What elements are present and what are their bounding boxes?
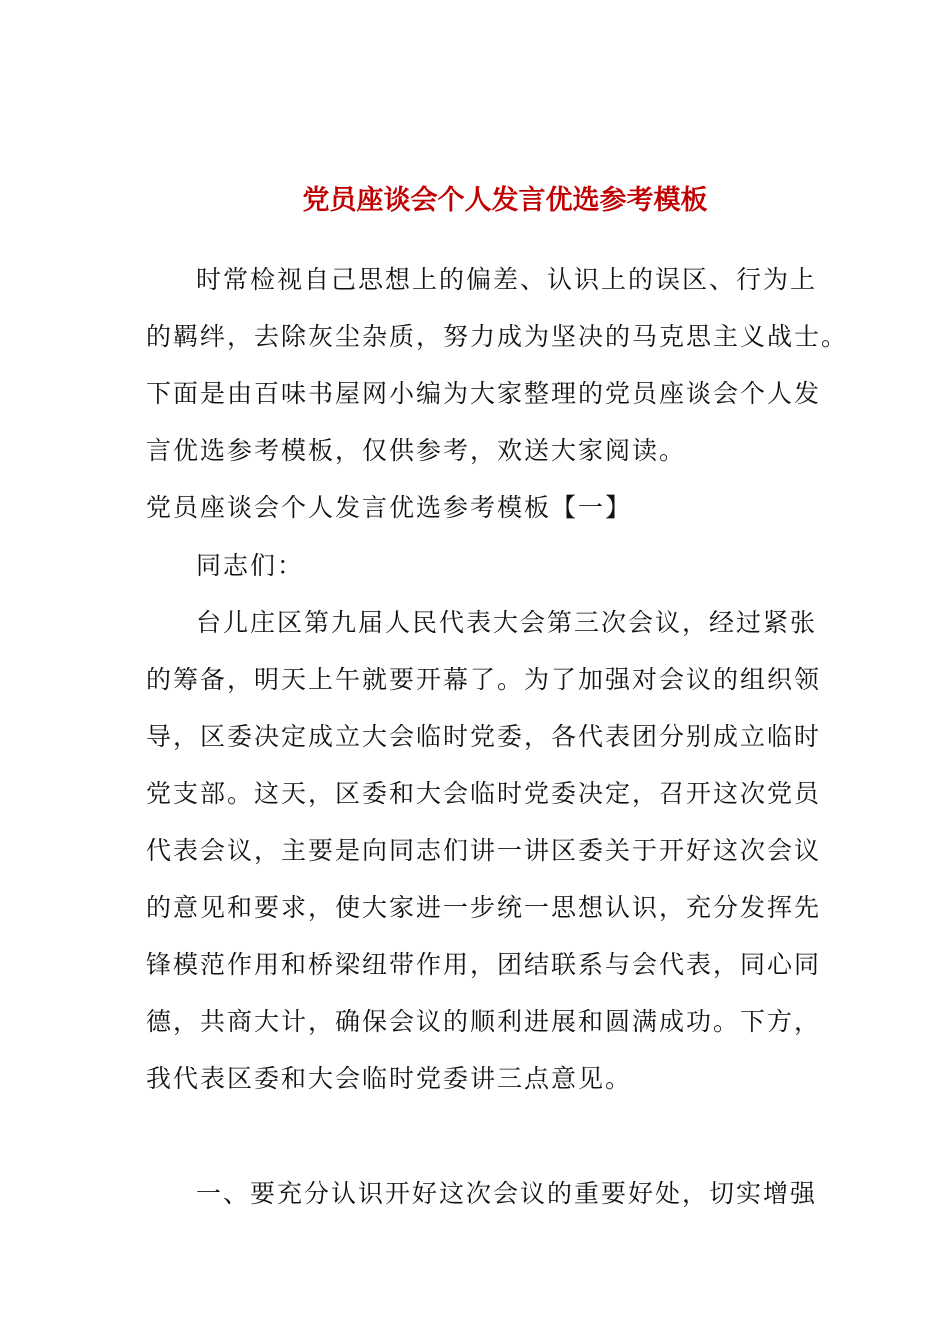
intro-line: 时常检视自己思想上的偏差、认识上的误区、行为上	[196, 265, 818, 294]
intro-line: 下面是由百味书屋网小编为大家整理的党员座谈会个人发	[146, 379, 822, 408]
section-heading: 党员座谈会个人发言优选参考模板【一】	[146, 493, 633, 522]
body-line: 的筹备，明天上午就要开幕了。为了加强对会议的组织领	[146, 665, 822, 694]
body-line: 台儿庄区第九届人民代表大会第三次会议，经过紧张	[196, 608, 818, 637]
body-line: 我代表区委和大会临时党委讲三点意见。	[146, 1064, 633, 1093]
body-line: 的意见和要求，使大家进一步统一思想认识，充分发挥先	[146, 893, 822, 922]
salutation: 同志们：	[196, 551, 305, 580]
body-line: 代表会议，主要是向同志们讲一讲区委关于开好这次会议	[146, 836, 822, 865]
body-line: 锋模范作用和桥梁纽带作用，团结联系与会代表，同心同	[146, 950, 822, 979]
intro-line: 的羁绊，去除灰尘杂质，努力成为坚决的马克思主义战士。	[146, 322, 849, 351]
intro-line: 言优选参考模板，仅供参考，欢送大家阅读。	[146, 436, 687, 465]
body-line: 党支部。这天，区委和大会临时党委决定，召开这次党员	[146, 779, 822, 808]
body-line: 导，区委决定成立大会临时党委，各代表团分别成立临时	[146, 722, 822, 751]
document-title: 党员座谈会个人发言优选参考模板	[302, 185, 708, 216]
point-one-heading: 一、要充分认识开好这次会议的重要好处，切实增强	[196, 1179, 818, 1208]
body-line: 德，共商大计，确保会议的顺利进展和圆满成功。下方，	[146, 1007, 822, 1036]
